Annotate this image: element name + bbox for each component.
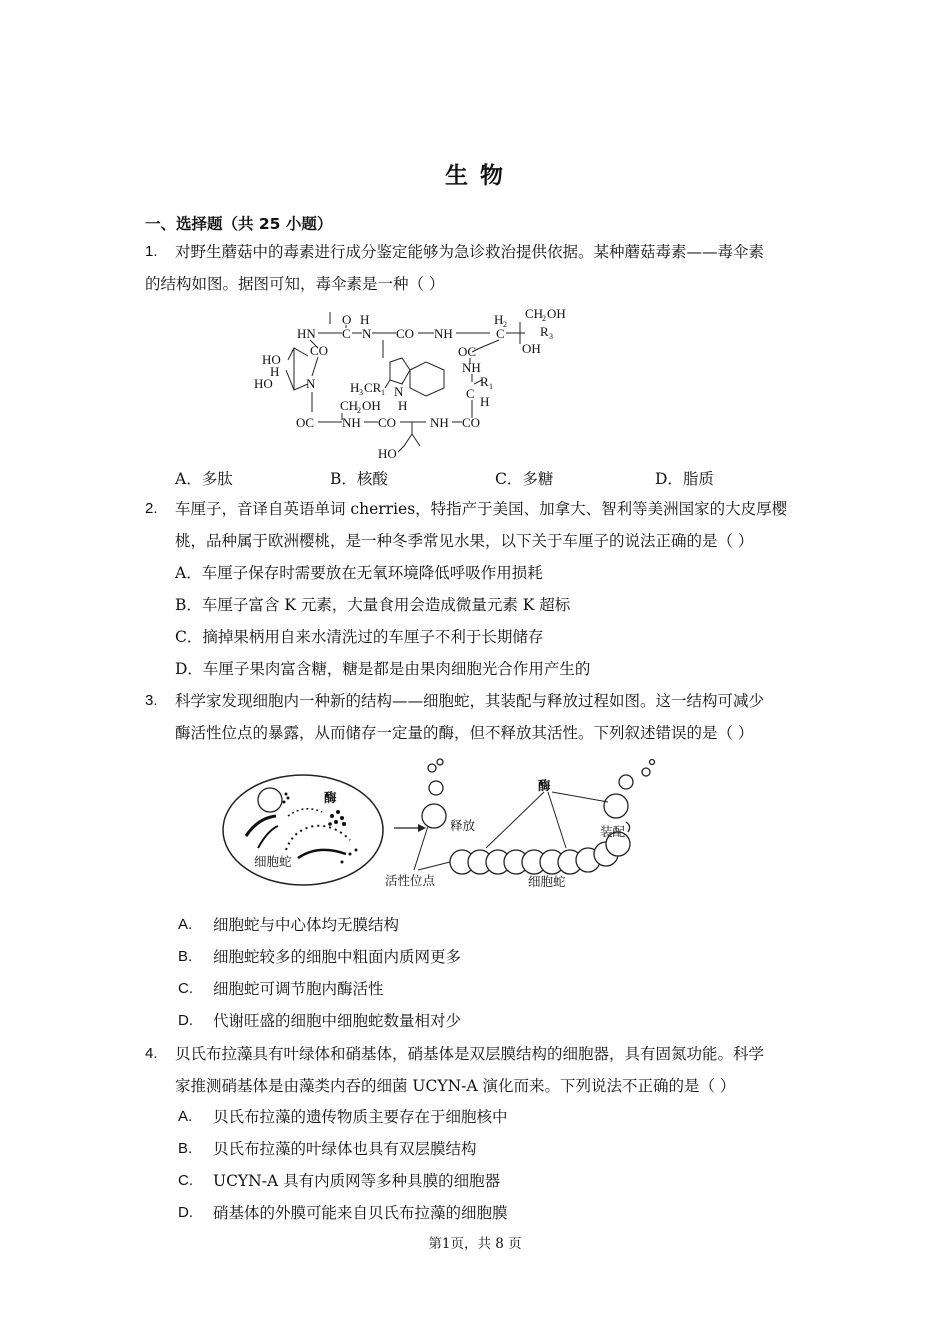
chem-label: CO <box>310 343 329 358</box>
question-text: 对野生蘑菇中的毒素进行成分鉴定能够为急诊救治提供依据。某种蘑菇毒素——毒伞素 <box>175 243 765 261</box>
chem-label: H <box>350 380 360 395</box>
figure-label: 释放 <box>450 818 476 833</box>
option-letter: A. <box>178 916 193 933</box>
chem-label: CH <box>340 398 359 413</box>
chem-label: H <box>480 394 490 409</box>
option-a: A．车厘子保存时需要放在无氧环境降低呼吸作用损耗 <box>175 564 543 582</box>
chem-label: C <box>342 326 351 341</box>
chem-label: CH <box>525 306 544 321</box>
figure-label: 细胞蛇 <box>254 854 292 869</box>
chem-label: C <box>466 386 475 401</box>
chem-label: HN <box>297 326 316 341</box>
chem-label: 2 <box>542 314 546 323</box>
question-text: 桃，品种属于欧洲樱桃，是一种冬季常见水果，以下关于车厘子的说法正确的是（ ） <box>175 532 754 550</box>
figure-label: 酶 <box>324 790 337 805</box>
chem-label: H <box>398 398 408 413</box>
chem-label: N <box>394 384 404 399</box>
chem-label: CR <box>364 380 382 395</box>
figure-label: 酶 <box>538 778 551 793</box>
figure-label: 装配 <box>600 824 626 839</box>
question-number: 4. <box>145 1045 158 1062</box>
option-c: C．多糖 <box>495 470 554 488</box>
question-text: 科学家发现细胞内一种新的结构——细胞蛇，其装配与释放过程如图。这一结构可减少 <box>175 692 765 710</box>
question-number: 1. <box>145 243 158 260</box>
chem-label: OH <box>362 398 381 413</box>
chem-label: C <box>496 326 505 341</box>
chem-label: CO <box>462 415 481 430</box>
option-letter: D. <box>178 1204 193 1221</box>
option-letter: A. <box>178 1108 193 1125</box>
chem-label: O <box>342 312 352 327</box>
cytoophidium-figure <box>218 758 668 893</box>
option-c: 细胞蛇可调节胞内酶活性 <box>213 980 384 998</box>
chem-label: OH <box>522 341 541 356</box>
option-c: C．摘掉果柄用自来水清洗过的车厘子不利于长期储存 <box>175 628 544 646</box>
option-letter: C. <box>178 980 193 997</box>
chem-label: OH <box>547 306 566 321</box>
chem-label: 1 <box>381 388 385 397</box>
question-number: 2. <box>145 500 158 517</box>
chem-label: NH <box>342 415 361 430</box>
question-number: 3. <box>145 692 158 709</box>
chem-label: OC <box>458 344 477 359</box>
chem-label: R <box>480 374 489 389</box>
option-d: D．脂质 <box>655 470 714 488</box>
question-text: 家推测硝基体是由藻类内吞的细菌 UCYN-A 演化而来。下列说法不正确的是（ ） <box>175 1077 736 1095</box>
option-letter: B. <box>178 1140 193 1157</box>
figure-label: 细胞蛇 <box>528 874 566 889</box>
option-a: 细胞蛇与中心体均无膜结构 <box>213 916 400 934</box>
chem-label: HO <box>254 376 273 391</box>
option-b: 细胞蛇较多的细胞中粗面内质网更多 <box>213 948 462 966</box>
amatoxin-structure-figure <box>250 300 620 462</box>
chem-label: HO <box>378 446 397 461</box>
option-d: D．车厘子果肉富含糖，糖是都是由果肉细胞光合作用产生的 <box>175 660 591 678</box>
chem-label: HO <box>262 352 281 367</box>
option-d: 代谢旺盛的细胞中细胞蛇数量相对少 <box>213 1012 462 1030</box>
question-text: 车厘子，音译自英语单词 cherries，特指产于美国、加拿大、智利等美洲国家的大皮厚樱 <box>175 500 788 518</box>
chem-label: 2 <box>357 406 361 415</box>
question-text: 的结构如图。据图可知，毒伞素是一种（ ） <box>145 275 445 293</box>
option-a: 贝氏布拉藻的遗传物质主要存在于细胞核中 <box>213 1108 508 1126</box>
option-b: 贝氏布拉藻的叶绿体也具有双层膜结构 <box>213 1140 477 1158</box>
chem-label: CO <box>378 415 397 430</box>
question-text: 贝氏布拉藻具有叶绿体和硝基体，硝基体是双层膜结构的细胞器，具有固氮功能。科学 <box>175 1045 765 1063</box>
chem-label: 3 <box>359 388 363 397</box>
chem-label: NH <box>430 415 449 430</box>
chem-label: 1 <box>489 382 493 391</box>
chem-label: 2 <box>503 320 507 329</box>
option-letter: B. <box>178 948 193 965</box>
option-b: B．车厘子富含 K 元素，大量食用会造成微量元素 K 超标 <box>175 596 571 614</box>
chem-label: 3 <box>549 332 553 341</box>
chem-label: H <box>494 312 504 327</box>
chem-label: R <box>540 324 549 339</box>
question-text: 酶活性位点的暴露，从而储存一定量的酶，但不释放其活性。下列叙述错误的是（ ） <box>175 724 754 742</box>
section-heading: 一、选择题（共 25 小题） <box>145 215 333 233</box>
option-b: B．核酸 <box>330 470 388 488</box>
chem-label: CO <box>396 326 415 341</box>
chem-label: N <box>306 376 316 391</box>
page-footer: 第1页，共 8 页 <box>428 1236 522 1252</box>
chem-label: NH <box>462 360 481 375</box>
chem-label: H <box>270 364 280 379</box>
chem-label: N <box>362 326 372 341</box>
option-a: A．多肽 <box>175 470 233 488</box>
page-title: 生 物 <box>444 162 505 189</box>
figure-label: 活性位点 <box>385 873 436 888</box>
chem-label: NH <box>434 326 453 341</box>
option-d: 硝基体的外膜可能来自贝氏布拉藻的细胞膜 <box>213 1204 508 1222</box>
chem-label: H <box>360 312 370 327</box>
option-letter: C. <box>178 1172 193 1189</box>
option-letter: D. <box>178 1012 193 1029</box>
option-c: UCYN-A 具有内质网等多种具膜的细胞器 <box>213 1172 501 1190</box>
chem-label: OC <box>296 415 315 430</box>
